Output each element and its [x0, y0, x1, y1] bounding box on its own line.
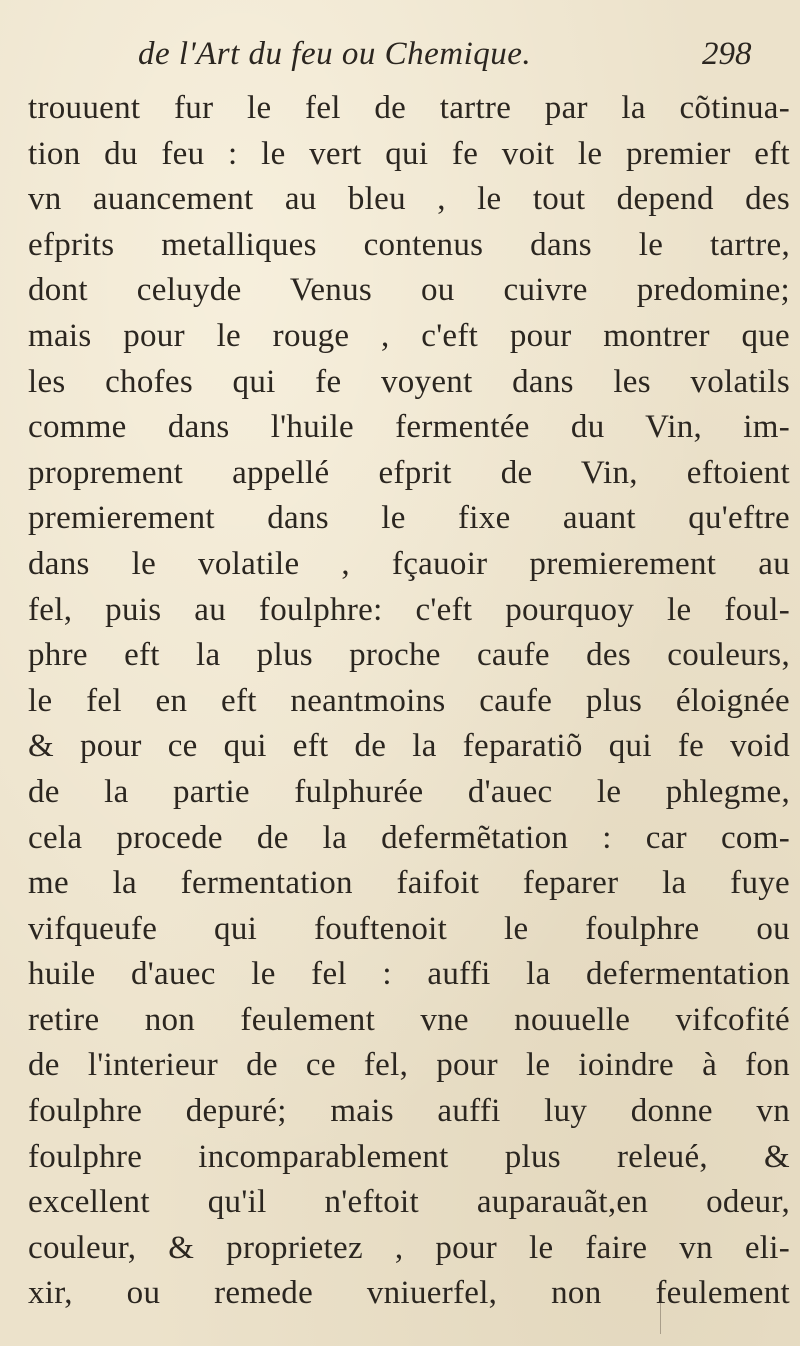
text-line: fel, puis au foulphre: c'eft pourquoy le foul- — [28, 591, 790, 628]
text-line: couleur, & proprietez , pour le faire vn eli- — [28, 1229, 790, 1266]
text-line: excellent qu'il n'eftoit auparauãt,en odeur, — [28, 1184, 790, 1221]
text-line: comme dans l'huile fermentée du Vin, im- — [28, 409, 790, 446]
page-number: 298 — [702, 36, 752, 72]
body-text — [28, 86, 790, 1317]
text-line: foulphre incomparablement plus releué, & — [28, 1138, 790, 1175]
text-line: foulphre depuré; mais auffi luy donne vn — [28, 1093, 790, 1130]
text-line: xir, ou remede vniuerfel, non feulement — [28, 1275, 790, 1312]
text-line: trouuent fur le fel de tartre par la cõtinua- — [28, 90, 790, 126]
running-title: de l'Art du feu ou Chemique. — [138, 36, 532, 72]
text-line: & pour ce qui eft de la feparatiõ qui fe void — [28, 728, 790, 765]
text-line: premierement dans le fixe auant qu'eftre — [28, 500, 790, 537]
text-line: les chofes qui fe voyent dans les volatils — [28, 363, 790, 400]
running-head — [0, 36, 800, 86]
text-line: vn auancement au bleu , le tout depend des — [28, 181, 790, 218]
text-line: me la fermentation faifoit feparer la fuye — [28, 865, 790, 902]
text-line: vifqueufe qui fouftenoit le foulphre ou — [28, 910, 790, 947]
text-line: retire non feulement vne nouuelle vifcofité — [28, 1001, 790, 1038]
page-edge-mark — [660, 1300, 665, 1334]
text-line: proprement appellé efprit de Vin, eftoient — [28, 454, 790, 491]
text-line: dans le volatile , fçauoir premierement au — [28, 545, 790, 582]
text-line: mais pour le rouge , c'eft pour montrer que — [28, 317, 790, 354]
text-line: dont celuyde Venus ou cuivre predomine; — [28, 272, 790, 309]
text-line: le fel en eft neantmoins caufe plus éloignée — [28, 682, 790, 719]
text-line: efprits metalliques contenus dans le tartre, — [28, 226, 790, 263]
text-line: de la partie fulphurée d'auec le phlegme, — [28, 773, 790, 810]
text-line: de l'interieur de ce fel, pour le ioindre à fon — [28, 1047, 790, 1084]
text-line: tion du feu : le vert qui fe voit le premier eft — [28, 135, 790, 172]
text-line: cela procede de la defermẽtation : car com- — [28, 819, 790, 856]
text-line: huile d'auec le fel : auffi la defermentation — [28, 956, 790, 993]
text-line: phre eft la plus proche caufe des couleurs, — [28, 637, 790, 674]
